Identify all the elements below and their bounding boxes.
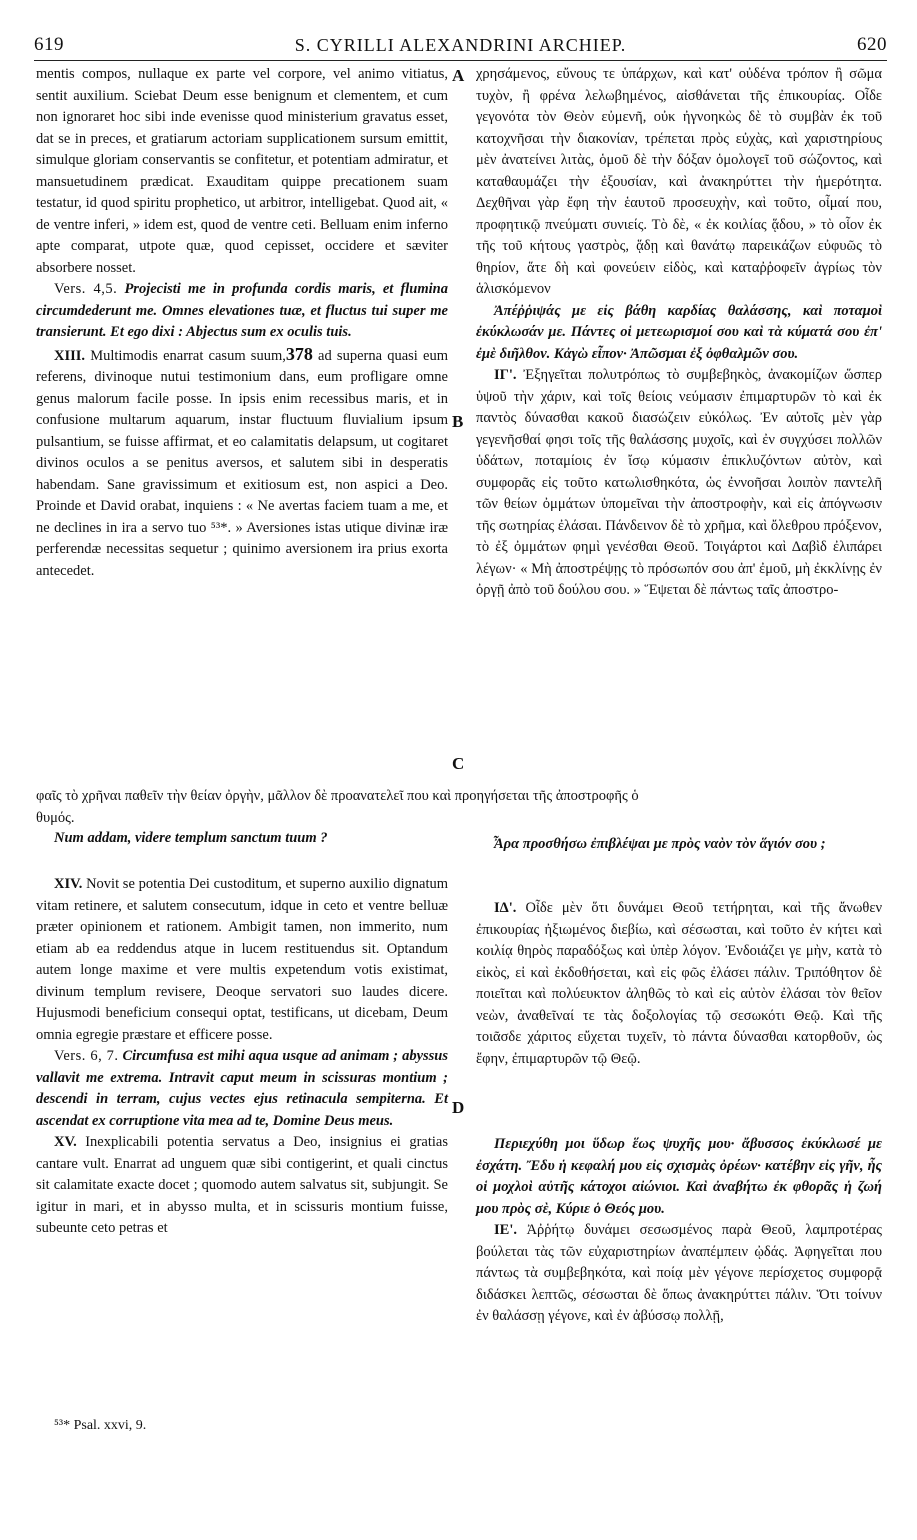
section-label: ΙΕ'. [494,1222,517,1238]
latin-section-xiii [36,344,448,583]
latin-verse-4-5 [36,279,448,344]
greek-section-ig [476,365,882,602]
section-text: ad superna quasi eum referens, divinoque nutui testimonium dans, eum profligare omne genus malorum facile posse. In ipsis enim recessibus maris, et in confusione multarum aquarum, instar fluctuum fluvialium ipsum pulsantium, se fuisse affirmat, et eo calamitatis delapsum, ut cogitaret divinos oculos a se penitus aversos, et salutem sibi in desperatis habendam. Sane gravissimum et exitiosum est, non aspici a Deo. Proinde et David orabat, inquiens : « Ne avertas faciem tuam a me, et ne declines in ira a servo tuo ⁵³*. » Aversiones istas utique divinæ iræ perferendæ necessitas sequetur ; quinimo aversionem ira prius exorta antecedet. [36,347,448,579]
column-number-378: 378 [285,343,313,364]
section-text: Ἐξηγεῖται πολυτρόπως τὸ συμβεβηκὸς, ἀνακομίζων ὥσπερ ὑψοῦ τὴν χάριν, καὶ τοῖς θείοις νεύμασιν ἐπιμαρτυρῶν τὸ καὶ ἐκ παντὸς δύνασθαι κακοῦ διασώζειν εὐκόλως. Ἐν αὐτοῖς μὲν γὰρ γεγενῆσθαί φησι τοῖς τῆς θαλάσσης μυχοῖς, καὶ ἐν συγχύσει πολλῶν ὑδάτων, ποταμίοις ἐν ἴσῳ κύμασιν ἐπικλυζόντων αὐτὸν, καὶ συμφορᾶς εἰς τοῦτο κατωλισθηκότα, ὡς ἐννοῆσαι λοιπὸν παντελῆ τῶν θείων ὀμμάτων ὑπομεῖναι τὴν ἀποστροφὴν, καὶ εἰς ἀπόγνωσιν τῆς σωτηρίας ἐλάσαι. Πάνδεινον δὲ τὸ χρῆμα, καὶ ὄλεθρου πρόξενον, τὸ ἐξ ὀμμάτων φημὶ γενέσθαι Θεοῦ. Τοιγάρτοι καὶ Δαβὶδ ἐλιπάρει λέγων· « Μὴ ἀποστρέψῃς τὸ πρόσωπόν σου ἀπ' ἐμοῦ, μὴ ἐκκλίνῃς ἐν ὀργῇ ἀπὸ τοῦ δούλου σου. » Ἕψεται δὲ πάντως ταῖς ἀποστρο- [476,367,882,598]
section-label: ΙΓ'. [494,367,517,383]
greek-verse-ara: Ἆρα προσθήσω ἐπιβλέψαι με πρὸς ναὸν τὸν ἅγιόν σου ; [494,836,826,852]
greek-verse-6-7: Περιεχύθη μοι ὕδωρ ἕως ψυχῆς μου· ἄβυσσος ἐκύκλωσέ με ἐσχάτη. Ἔδυ ἡ κεφαλή μου εἰς σχισμὰς ὀρέων· κατέβην εἰς γῆν, ἧς οἱ μοχλοὶ αὐτῆς κάτοχοι αἰώνιοι. Καὶ ἀναβήτω ἐκ φθορᾶς ἡ ζωή μου πρὸς σὲ, Κύριε ὁ Θεός μου. [476,1136,882,1217]
section-text: Οἶδε μὲν ὅτι δυνάμει Θεοῦ τετήρηται, καὶ τῆς ἄνωθεν ἐπικουρίας ἠξιωμένος διεβίω, καὶ σέσωσται, καὶ τοῦτο ἐν κήτει καὶ κοιλίᾳ θηρὸς παραδόξως καὶ ὑπὲρ λόγον. Ἐνδοιάζει γε μὴν, κατὰ τὸ εἰκὸς, εἰ καὶ ἐκδοθήσεται, καὶ εἰς φῶς ἐλάσει πάλιν. Τριπόθητον δὲ ποιεῖται καὶ πολύευκτον ἀληθῶς τὸ καὶ εἰς αὐτὸν ἐλάσαι τὸν θεῖον νεὼν, ἀναθεῖναί τε τὰς δοξολογίας τῷ σεσωκότι Θεῷ. Καὶ τῆς τοιᾶσδε χάριτος εὔχεται τυχεῖν, τὸ πάντα δύνασθαι κατορθοῦν, ὡς ἔφην, ἐπιμαρτυρῶν τῷ Θεῷ. [476,900,882,1067]
section-text: Novit se potentia Dei custoditum, et superno auxilio dignatum vitam retinere, et salutem consecutum, idque in ceto et ventre belluæ præter opinionem et rationem. Ambigit tamen, non immerito, num etiam ab ea reddendus atque in lucem restituendus sit. Optandum autem longe maxime et vere multis expetendum votis existimat, divinum templum revisere, Deoque servatori suo laudes dicere. Hujusmodi beneficium consequi optat, testificans, ut dicebam, Deum omnia egregie præstare et efficere posse. [36,876,449,1043]
latin-paragraph-1: mentis compos, nullaque ex parte vel corpore, vel animo vitiatus, sentit auxilium. Sciebat Deum esse benignum et clementem, et cum non ignoraret hoc sibi inde evenisse quod ministerium gravatus esset, dat se in preces, et gratiarum actoriam supplicationem sursum emittit, simulque gloriam conservantis se confitetur, et potentiam admiratur, et mansuetudinem prædicat. Exauditam quippe precationem suam testatur, id quod spiritu prophetico, ut arbitror, intelligebat. Quod ait, « de ventre inferi, » idem est, quod de ventre ceti. Belluam enim inferno apte comparat, utpote quæ, quod cepisset, occidere et sæviter absorbere nosset. [36,66,448,276]
latin-num-addam: Num addam, videre templum sanctum tuum ? [54,830,328,846]
margin-letter-a: A [452,66,465,85]
greek-section-id [476,898,882,1070]
greek-verse-4-5: Ἀπέῤῥιψάς με εἰς βάθη καρδίας θαλάσσης, καὶ ποταμοὶ ἐκύκλωσάν με. Πάντες οἱ μετεωρισμοί σου καὶ τὰ κύματά σου ἐπ' ἐμὲ διῆλθον. Κἀγὼ εἶπον· Ἀπῶσμαι ἐξ ὀφθαλμῶν σου. [476,302,882,362]
margin-letter-b: B [452,412,464,431]
margin-letter-d: D [452,1098,465,1117]
left-column-number: 619 [34,34,64,55]
greek-thymos: θυμός. [36,810,75,826]
verse-label: Vers. 6, 7. [54,1048,119,1064]
margin-letter-c: C [452,754,465,773]
verse-text: Projecisti me in profunda cordis maris, et flumina circumdederunt me. Omnes elevationes tuæ, et fluctus tui super me transierunt. Et ego dixi : Abjectus sum ex oculis tuis. [36,281,448,340]
latin-verse-6-7 [36,1046,448,1132]
right-column-number: 620 [856,34,887,55]
verse-text: Circumfusa est mihi aqua usque ad animam ; abyssus vallavit me extrema. Intravit caput meum in scissuras montium ; descendi in terram, cujus vectes ejus retinacula sempiterna. Et ascendat ex corruptione vita mea ad te, Domine Deus meus. [36,1048,448,1129]
footnote: ⁵³* Psal. xxvi, 9. [54,1418,147,1433]
greek-spanning-line: φαῖς τὸ χρῆναι παθεῖν τὴν θείαν ὀργὴν, μᾶλλον δὲ προανατελεῖ που καὶ προηγήσεται τῆς ἀποστροφῆς ὁ [36,788,639,804]
section-label: XIII. [54,347,86,364]
latin-section-xiv [36,874,448,1046]
verse-label: Vers. 4,5. [54,281,118,297]
greek-paragraph-1: χρησάμενος, εὔνους τε ὑπάρχων, καὶ κατ' οὐδένα τρόπον ἢ σῶμα τυχὸν, ἢ φρένα λελωβημένος, αἰσθάνεται τῆς ἐπικουρίας. Οἶδε γεγονότα τὸν Θεὸν εὐμενῆ, οὐκ ἠγνοηκὼς δὲ τὸ συμβὰν ἐκ τοῦ κατοχνῆσαι τὴν διακονίαν, τρέπεται πρὸς εὐχὰς, καὶ χαριστηρίους μὲν ἀνατείνει λιτὰς, ὁμοῦ δὲ τὴν δόξαν ὁμολογεῖ τοῦ σώζοντος, καὶ καταθαυμάζει τὴν ἐξουσίαν, καὶ ἀνακηρύττει τὴν ἡμερότητα. Δεχθῆναι γὰρ ἔφη τὴν ἑαυτοῦ προσευχὴν, καὶ τοῦτο, οἶμαί που, προφητικῷ πνεύματι συνιείς. Τὸ δὲ, « ἐκ κοιλίας ᾅδου, » τὸ οἷον ἐκ τῆς τοῦ κήτους γαστρὸς, ᾅδῃ καὶ θανάτῳ παρεικάζων εὐφυῶς τὸ θηρίον, ἅτε δὴ καὶ φονεύειν εἰδὸς, καὶ καταῤῥοφεῖν ἀγρίως τὸν ἁλισκόμενον [476,66,882,297]
header-rule [34,60,887,61]
section-text: Inexplicabili potentia servatus a Deo, insignius ei gratias cantare vult. Enarrat ad unguem quæ sibi contigerint, et quali cinctus sit calamitate exacte docet ; quomodo autem salvatus sit, subjungit. Se igitur in mari, et in abysso multa, et in scissuris montium fuisse, subeunte ceto petras et [36,1134,448,1236]
section-label: XIV. [54,876,83,892]
section-text-start: Multimodis enarrat casum suum, [90,347,286,364]
section-text: Ἀῤῥήτῳ δυνάμει σεσωσμένος παρὰ Θεοῦ, λαμπροτέρας βούλεται τὰς τῶν εὐχαριστηρίων ἀναπέμπειν ᾠδάς. Ἀφηγεῖται που πάντως τὰ συμβεβηκότα, καὶ ποίᾳ μὲν γέγονε περίσχετος συμφορᾷ διδάσκει λεπτῶς, σέσωσται δὲ ὅπως ἀνακηρύττει πάλιν. Ὅτι τοίνυν ἐν θαλάσσῃ γέγονε, καὶ ἐν ἀβύσσῳ πολλῇ, [476,1222,882,1324]
section-label: ΙΔ'. [494,900,517,916]
greek-section-ie [476,1220,882,1328]
section-label: XV. [54,1134,77,1150]
latin-section-xv [36,1132,448,1240]
page-header [34,30,887,60]
running-title: S. CYRILLI ALEXANDRINI ARCHIEP. [294,34,627,55]
